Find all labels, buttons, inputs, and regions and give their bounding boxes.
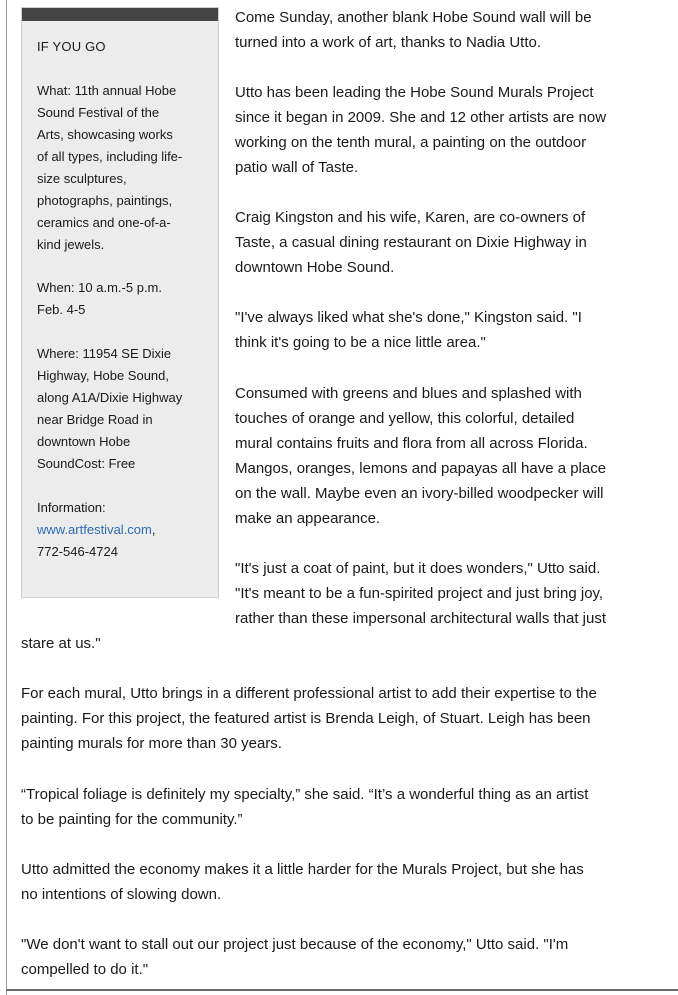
paragraph-5 (235, 381, 655, 531)
article-line: touches of orange and yellow, this colorful, detailed (235, 410, 575, 427)
sidebar-line: SoundCost: Free (37, 456, 136, 471)
paragraph-8 (21, 782, 666, 832)
article-line: "I've always liked what she's done," Kingston said. "I (235, 309, 582, 326)
info-phone: 772-546-4724 (37, 544, 118, 559)
article-line: Consumed with greens and blues and splashed with (235, 385, 582, 402)
sidebar-line: Arts, showcasing works (37, 127, 173, 142)
paragraph-3 (235, 205, 655, 280)
sidebar-line: Highway, Hobe Sound, (37, 368, 170, 383)
sidebar-line: What: 11th annual Hobe (37, 83, 177, 98)
article-line: patio wall of Taste. (235, 159, 359, 176)
sidebar-heading: IF YOU GO (37, 39, 106, 54)
sidebar-line: When: 10 a.m.-5 p.m. (37, 280, 162, 295)
paragraph-9 (21, 857, 666, 907)
article-line: Taste, a casual dining restaurant on Dixie Highway in (235, 234, 587, 251)
article-line: turned into a work of art, thanks to Nadia Utto. (235, 34, 541, 51)
article-line: For each mural, Utto brings in a different professional artist to add their expertise to the (21, 685, 597, 702)
article-line: on the wall. Maybe even an ivory-billed woodpecker will (235, 485, 604, 502)
sidebar-line: photographs, paintings, (37, 193, 173, 208)
article-line: since it began in 2009. She and 12 other artists are now (235, 109, 607, 126)
article-line: "We don't want to stall out our project just because of the economy," Utto said. "I'm (21, 936, 569, 953)
sidebar-line: of all types, including life- (37, 149, 183, 164)
sidebar-line: Feb. 4-5 (37, 302, 86, 317)
article-line: "It's meant to be a fun-spirited project and just bring joy, (235, 585, 604, 602)
article-line: rather than these impersonal architectural walls that just (235, 610, 607, 627)
paragraph-6-continued (21, 631, 666, 656)
article-line: Craig Kingston and his wife, Karen, are co-owners of (235, 209, 586, 226)
paragraph-6 (235, 556, 655, 631)
article-line: Come Sunday, another blank Hobe Sound wall will be (235, 9, 592, 26)
sidebar-line: along A1A/Dixie Highway (37, 390, 183, 405)
article-line: no intentions of slowing down. (21, 886, 222, 903)
paragraph-7 (21, 681, 666, 756)
article-line: compelled to do it." (21, 961, 149, 978)
article-line: “Tropical foliage is definitely my specialty,” she said. “It’s a wonderful thing as an artist (21, 786, 589, 803)
info-label: Information: (37, 500, 106, 515)
sidebar-when (37, 277, 215, 321)
article-line: think it's going to be a nice little area." (235, 334, 486, 351)
sidebar-what (37, 80, 215, 256)
sidebar-line: near Bridge Road in (37, 412, 153, 427)
article-line: Utto admitted the economy makes it a little harder for the Murals Project, but she has (21, 861, 584, 878)
article-line: working on the tenth mural, a painting on the outdoor (235, 134, 587, 151)
sidebar-line: Where: 11954 SE Dixie (37, 346, 172, 361)
artfestival-link[interactable]: www.artfestival.com (37, 522, 152, 537)
sidebar-where (37, 343, 215, 475)
article-line: painting. For this project, the featured artist is Brenda Leigh, of Stuart. Leigh has been (21, 710, 591, 727)
article-line: painting murals for more than 30 years. (21, 735, 282, 752)
article-line: Mangos, oranges, lemons and papayas all have a place (235, 460, 607, 477)
article-line: Utto has been leading the Hobe Sound Murals Project (235, 84, 594, 101)
paragraph-4 (235, 305, 655, 355)
article-line: to be painting for the community.” (21, 811, 243, 828)
paragraph-2 (235, 80, 655, 180)
sidebar-information (37, 497, 215, 563)
sidebar-line: ceramics and one-of-a- (37, 215, 171, 230)
sidebar-line: kind jewels. (37, 237, 105, 252)
article-line: downtown Hobe Sound. (235, 259, 395, 276)
sidebar-top-bar (22, 8, 218, 21)
sidebar-line: downtown Hobe (37, 434, 131, 449)
sidebar-line: size sculptures, (37, 171, 127, 186)
paragraph-10 (21, 932, 666, 982)
article-line: stare at us." (21, 635, 101, 652)
article-line: mural contains fruits and flora from all across Florida. (235, 435, 588, 452)
info-link-comma: , (151, 522, 156, 537)
sidebar-line: Sound Festival of the (37, 105, 160, 120)
page-bottom-rule (6, 989, 678, 991)
if-you-go-sidebar (21, 7, 219, 598)
article-line: make an appearance. (235, 510, 381, 527)
article-line: "It's just a coat of paint, but it does wonders," Utto said. (235, 560, 601, 577)
paragraph-1 (235, 5, 655, 55)
page-left-rule (6, 0, 7, 995)
